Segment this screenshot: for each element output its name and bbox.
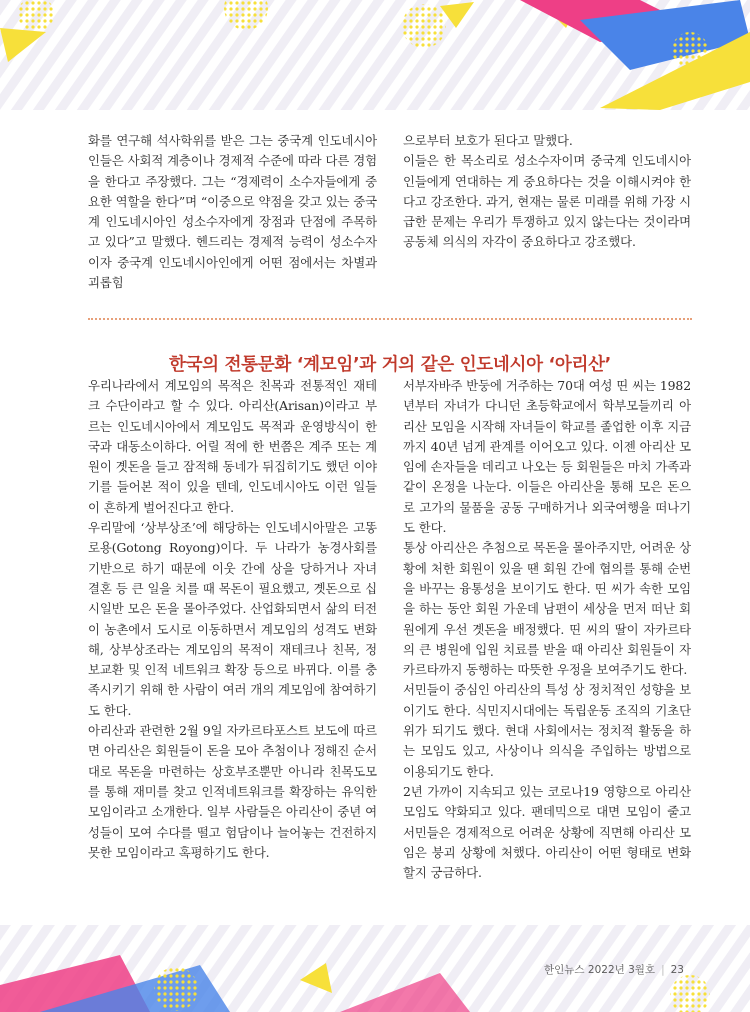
article-paragraph: 2년 가까이 지속되고 있는 코로나19 영향으로 아리산 모임도 약화되고 있다. 팬데믹으로 대면 모임이 줄고 서민들은 경제적으로 어려운 상황에 직면해 아리산 모임은 붕괴 상황에 처했다. 아리산이 어떤 형태로 변화할지 궁금하다.: [403, 783, 691, 881]
article-paragraph: 아리산과 관련한 2월 9일 자카르타포스트 보도에 따르면 아리산은 회원들이 돈을 모아 추첨이나 정해진 순서대로 목돈을 마련하는 상호부조뿐만 아니라 친목도모를 통해 재미를 찾고 인적네트워크를 확장하는 유익한 모임이라고 소개한다. 일부 사람들은 아리산이 중년 여성들이 모여 수다를 떨고 험담이나 늘어놓는 건전하지 못한 모임이라고 혹평하기도 한다.: [88, 723, 377, 860]
article-paragraph: 우리나라에서 계모임의 목적은 친목과 전통적인 재테크 수단이라고 할 수 있다. 아리산(Arisan)이라고 부르는 인도네시아에서 계모임도 목적과 운영방식이 한국과 대동소이하다. 어릴 적에 한 번쯤은 계주 또는 계원이 곗돈을 들고 잠적해 동네가 뒤집히기도 했던 이야기를 들어본 적이 있을 텐데, 인도네시아도 이런 일들이 흔하게 벌어진다고 한다.: [88, 378, 377, 515]
article-paragraph: 서민들이 중심인 아리산의 특성 상 정치적인 성향을 보이기도 한다. 식민지시대에는 독립운동 조직의 기초단위가 되기도 했다. 현대 사회에서는 정치적 활동을 하는 모임도 있고, 사상이나 의식을 주입하는 방법으로 이용되기도 한다.: [403, 682, 691, 779]
footer-separator: |: [661, 964, 665, 976]
article-paragraph: 통상 아리산은 추첨으로 목돈을 몰아주지만, 어려운 상황에 처한 회원이 있을 땐 회원 간에 협의를 통해 순번을 바꾸는 융통성을 보이기도 한다. 띤 씨가 속한 모임을 하는 동안 회원 가운데 남편이 세상을 먼저 떠난 회원에게 우선 곗돈을 배정했다. 띤 씨의 딸이 자카르타의 큰 병원에 입원 치료를 받을 때 아리산 회원들이 자카르타까지 동행하는 따뜻한 우정을 보여주기도 한다.: [403, 540, 691, 678]
article-column-bottom-right: [403, 376, 691, 883]
section-title: 한국의 전통문화 ‘계모임’과 거의 같은 인도네시아 ‘아리산’: [168, 354, 612, 375]
article-paragraph: 이들은 한 목소리로 성소수자이며 중국계 인도네시아인들에게 연대하는 게 중요하다는 것을 이해시켜야 한다고 강조한다. 과거, 현재는 물론 미래를 위해 가장 시급한 문제는 우리가 투쟁하고 있지 않는다는 것이라며 공동체 의식의 자각이 중요하다고 강조했다.: [403, 153, 691, 250]
article-column-bottom-left: [88, 376, 377, 863]
article-column-top-left: [88, 131, 377, 293]
header-decoration: [0, 0, 750, 110]
article-paragraph: 화를 연구해 석사학위를 받은 그는 중국계 인도네시아인들은 사회적 계층이나 경제적 수준에 따라 다른 경험을 한다고 주장했다. 그는 “경제력이 소수자들에게 중요한 역할을 한다”며 “이중으로 약점을 갖고 있는 중국계 인도네시아인 성소수자에게 장점과 단점에 주목하고 있다”고 말했다. 헨드리는 경제적 능력이 성소수자이자 중국계 인도네시아인에게 어떤 점에서는 차별과 괴롭힘: [88, 133, 377, 291]
section-divider: [88, 318, 692, 320]
article-column-top-right: [403, 131, 691, 253]
page-number: 23: [670, 964, 684, 976]
article-paragraph: 우리말에 ‘상부상조’에 해당하는 인도네시아말은 고똥로용(Gotong Royong)이다. 두 나라가 농경사회를 기반으로 하기 때문에 이웃 간에 상을 당하거나 자녀 결혼 등 큰 일을 치를 때 목돈이 필요했고, 곗돈으로 십시일반 모은 돈을 몰아주었다. 산업화되면서 삶의 터전이 농촌에서 도시로 이동하면서 계모임의 성격도 변화해, 상부상조라는 계모임의 목적이 재테크나 친목, 정보교환 및 인적 네트워크 확장 등으로 바뀌다. 이를 충족시키기 위해 한 사람이 여러 개의 계모임에 참여하기도 한다.: [88, 520, 377, 718]
page-footer: [544, 962, 684, 977]
article-paragraph: 서부자바주 반둥에 거주하는 70대 여성 띤 씨는 1982년부터 자녀가 다니던 초등학교에서 학부모들끼리 아리산 모임을 시작해 자녀들이 학교를 졸업한 이후 지금까지 40년 넘게 관계를 이어오고 있다. 이젠 아리산 모임에 손자들을 데리고 나오는 등 회원들은 마치 가족과 같이 온정을 나눈다. 이들은 아리산을 통해 모은 돈으로 고가의 물품을 공동 구매하거나 외국여행을 떠나기도 한다.: [403, 378, 691, 536]
publication-name: 한인뉴스 2022년 3월호: [544, 964, 656, 976]
article-paragraph: 으로부터 보호가 된다고 말했다.: [403, 133, 573, 148]
